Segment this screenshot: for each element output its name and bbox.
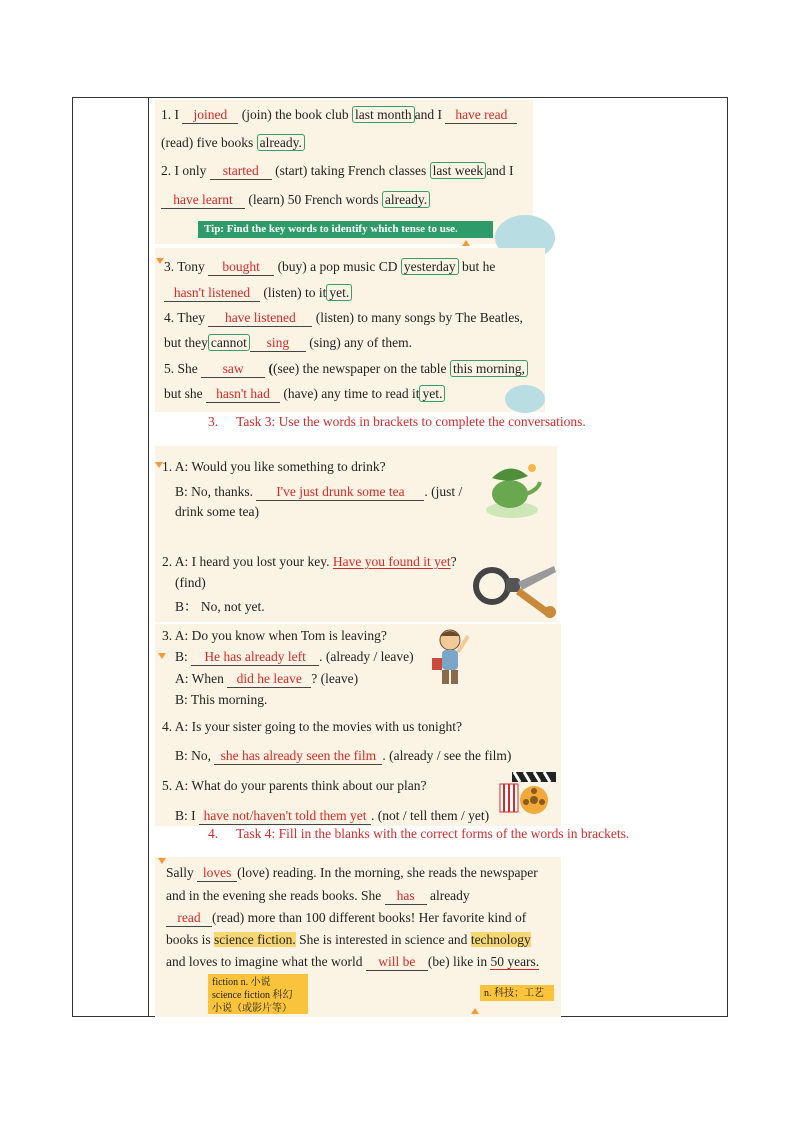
- task3-c2-line3: B： No, not yet.: [175, 599, 265, 614]
- task4-line5: and loves to imagine what the world will be (be) like in 50 years.: [166, 954, 540, 969]
- keyword-box: last month: [352, 106, 415, 123]
- task3-c1-line2: B: No, thanks. I've just drunk some tea . (just /: [175, 484, 463, 499]
- answer: saw: [222, 361, 244, 376]
- answer: sing: [266, 335, 290, 350]
- vocab-note-fiction: fiction n. 小说 science fiction 科幻 小说（或影片等）: [208, 974, 308, 1014]
- task2-q4-line1: 4. They have listened (listen) to many songs by The Beatles,: [164, 310, 523, 325]
- answer: she has already seen the film: [220, 748, 377, 763]
- task3-c2-line2: (find): [175, 575, 206, 590]
- answer: did he leave: [236, 671, 302, 686]
- task2-q5-line2: but she hasn't had (have) any time to read it yet.: [164, 385, 445, 403]
- task3-heading: 3. Task 3: Use the words in brackets to complete the conversations.: [208, 414, 586, 429]
- task4-line3: read (read) more than 100 different books! Her favorite kind of: [166, 909, 526, 927]
- task3-c5-line1: 5. A: What do your parents think about our plan?: [162, 778, 427, 793]
- task2-q3-line2: hasn't listened (listen) to it yet.: [164, 284, 352, 302]
- answer: have learnt: [173, 192, 233, 207]
- task3-c5-line2: B: I have not/haven't told them yet . (not / tell them / yet): [175, 808, 490, 823]
- answer: have listened: [224, 310, 296, 325]
- task3-c4-line2: B: No, she has already seen the film . (already / see the film): [175, 748, 512, 763]
- task3-c3-line2: B: He has already left . (already / leave): [175, 649, 414, 664]
- table-column-divider: [148, 97, 149, 1017]
- tip-banner: Tip: Find the key words to identify which tense to use.: [198, 221, 493, 238]
- answer: bought: [222, 259, 260, 274]
- decor-blob: [505, 385, 545, 413]
- task4-line4: books is science fiction. She is interested in science and technology: [166, 932, 531, 947]
- answer: has: [396, 888, 415, 903]
- decor-triangle: [156, 258, 164, 264]
- keyword-box: yet.: [326, 284, 352, 301]
- answer: read: [177, 910, 201, 925]
- movie-clapper-icon: [498, 764, 560, 820]
- task2-q1-line2: (read) five books already.: [161, 134, 305, 152]
- task4-line2: and in the evening she reads books. She has already: [166, 888, 470, 903]
- answer: will be: [378, 954, 416, 969]
- decor-triangle: [158, 653, 166, 659]
- decor-triangle: [471, 1008, 479, 1014]
- task3-c3-line1: 3. A: Do you know when Tom is leaving?: [162, 628, 387, 643]
- task3-c1-line3: drink some tea): [175, 504, 259, 519]
- answer: hasn't had: [216, 386, 270, 401]
- keys-icon: [470, 556, 558, 622]
- highlight: 50 years.: [490, 954, 540, 969]
- answer: have not/haven't told them yet: [203, 808, 367, 823]
- answer: have read: [455, 107, 508, 122]
- keyword-box: cannot: [208, 334, 250, 351]
- task3-c4-line1: 4. A: Is your sister going to the movies with us tonight?: [162, 719, 462, 734]
- task2-q5-line1: 5. She saw ((see) the newspaper on the table this morning,: [164, 360, 528, 378]
- task2-q2-line2: have learnt (learn) 50 French words already.: [161, 191, 430, 209]
- task2-q3-line1: 3. Tony bought (buy) a pop music CD yesterday but he: [164, 259, 496, 274]
- task3-c1-line1: 1. A: Would you like something to drink?: [162, 459, 386, 474]
- keyword-box: yet.: [419, 385, 445, 402]
- decor-triangle: [158, 858, 166, 864]
- task3-c3-line3: A: When did he leave ? (leave): [175, 671, 359, 686]
- decor-triangle: [462, 240, 470, 246]
- answer: started: [222, 163, 259, 178]
- keyword-box: already.: [257, 134, 305, 151]
- answer: Have you found it yet: [332, 554, 451, 569]
- boy-waving-icon: [430, 626, 474, 688]
- answer: loves: [202, 865, 232, 880]
- highlight: science fiction.: [214, 932, 296, 947]
- keyword-box: yesterday: [401, 258, 459, 275]
- keyword-box: last week: [430, 162, 487, 179]
- task4-heading: 4. Task 4: Fill in the blanks with the correct forms of the words in brackets.: [208, 826, 630, 841]
- task4-line1: Sally loves (love) reading. In the morning, she reads the newspaper: [166, 865, 538, 880]
- teapot-icon: [478, 458, 546, 522]
- vocab-note-technology: n. 科技；工艺: [480, 985, 554, 1001]
- highlight: technology: [470, 932, 531, 947]
- task3-c3-line4: B: This morning.: [175, 692, 268, 707]
- task2-q2-line1: 2. I only started (start) taking French classes last week and I: [161, 163, 514, 178]
- answer: hasn't listened: [173, 285, 251, 300]
- task3-c2-line1: 2. A: I heard you lost your key. Have you found it yet?: [162, 554, 457, 569]
- answer: I've just drunk some tea: [276, 484, 405, 499]
- task2-q1-line1: 1. I joined (join) the book club last month and I have read: [161, 106, 517, 124]
- answer: He has already left: [204, 649, 306, 664]
- keyword-box: already.: [382, 191, 430, 208]
- answer: joined: [193, 107, 228, 122]
- task2-q4-line2: but they cannot sing (sing) any of them.: [164, 335, 412, 350]
- keyword-box: this morning,: [450, 360, 528, 377]
